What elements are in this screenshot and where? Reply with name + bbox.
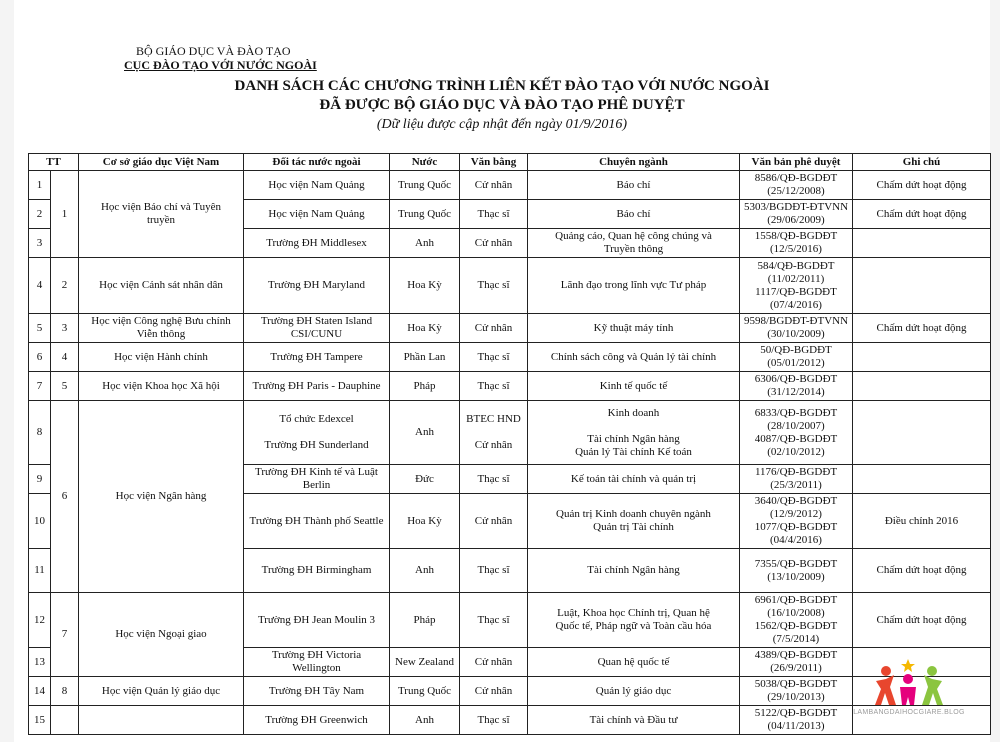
country-cell: Anh — [390, 706, 460, 735]
country-cell: New Zealand — [390, 648, 460, 677]
header-institution: Cơ sở giáo dục Việt Nam — [79, 154, 244, 171]
major-cell: Quảng cáo, Quan hệ công chúng và Truyền thông — [528, 229, 740, 258]
watermark-logo-icon — [872, 657, 946, 709]
row-number: 1 — [29, 171, 51, 200]
header-note: Ghi chú — [853, 154, 991, 171]
partner-cell: Trường ĐH Maryland — [244, 258, 390, 314]
approval-cell: 5038/QĐ-BGDĐT (29/10/2013) — [740, 677, 853, 706]
approval-cell: 4389/QĐ-BGDĐT (26/9/2011) — [740, 648, 853, 677]
partner-cell: Trường ĐH Middlesex — [244, 229, 390, 258]
degree-cell: Cử nhân — [460, 314, 528, 343]
degree-cell: Cử nhân — [460, 229, 528, 258]
degree-cell: Thạc sĩ — [460, 549, 528, 593]
institution-name: Học viện Cảnh sát nhân dân — [79, 258, 244, 314]
major-cell: Tài chính và Đầu tư — [528, 706, 740, 735]
header-tt: TT — [29, 154, 79, 171]
department-name: CỤC ĐÀO TẠO VỚI NƯỚC NGOÀI — [124, 58, 317, 72]
major-cell: Quản trị Kinh doanh chuyên ngành Quản trị Tài chính — [528, 494, 740, 549]
major-cell: Quản lý giáo dục — [528, 677, 740, 706]
site-watermark — [850, 657, 968, 716]
row-number: 4 — [29, 258, 51, 314]
country-cell: Trung Quốc — [390, 677, 460, 706]
institution-name: Học viện Công nghệ Bưu chính Viễn thông — [79, 314, 244, 343]
programs-table — [28, 153, 991, 735]
country-cell: Trung Quốc — [390, 200, 460, 229]
institution-name: Học viện Khoa học Xã hội — [79, 372, 244, 401]
major-cell: Lãnh đạo trong lĩnh vực Tư pháp — [528, 258, 740, 314]
degree-cell: BTEC HND Cử nhân — [460, 401, 528, 465]
degree-cell: Thạc sĩ — [460, 200, 528, 229]
degree-cell: Cử nhân — [460, 494, 528, 549]
document-subtitle: (Dữ liệu được cập nhật đến ngày 01/9/2016) — [376, 117, 628, 132]
institution-name: Học viện Quản lý giáo dục — [79, 677, 244, 706]
document-title-line-1: DANH SÁCH CÁC CHƯƠNG TRÌNH LIÊN KẾT ĐÀO TẠO VỚI NƯỚC NGOÀI — [234, 78, 770, 94]
institution-name: Học viện Hành chính — [79, 343, 244, 372]
institution-name: Học viện Ngân hàng — [79, 401, 244, 593]
partner-cell: Trường ĐH Greenwich — [244, 706, 390, 735]
note-cell — [853, 401, 991, 465]
institution-number: 8 — [51, 677, 79, 706]
degree-cell: Cử nhân — [460, 648, 528, 677]
country-cell: Phần Lan — [390, 343, 460, 372]
country-cell: Hoa Kỳ — [390, 258, 460, 314]
major-cell: Kinh tế quốc tế — [528, 372, 740, 401]
degree-cell: Cử nhân — [460, 677, 528, 706]
approval-cell: 6306/QĐ-BGDĐT (31/12/2014) — [740, 372, 853, 401]
approval-cell: 8586/QĐ-BGDĐT (25/12/2008) — [740, 171, 853, 200]
partner-cell: Tổ chức Edexcel Trường ĐH Sunderland — [244, 401, 390, 465]
partner-cell: Trường ĐH Birmingham — [244, 549, 390, 593]
degree-cell: Cử nhân — [460, 171, 528, 200]
document-page — [14, 0, 990, 742]
institution-number: 6 — [51, 401, 79, 593]
approval-cell: 1176/QĐ-BGDĐT (25/3/2011) — [740, 465, 853, 494]
approval-cell: 3640/QĐ-BGDĐT (12/9/2012) 1077/QĐ-BGDĐT (04/4/2016) — [740, 494, 853, 549]
note-cell — [853, 229, 991, 258]
approval-cell: 1558/QĐ-BGDĐT (12/5/2016) — [740, 229, 853, 258]
row-number: 11 — [29, 549, 51, 593]
note-cell — [853, 258, 991, 314]
header-degree: Văn bằng — [460, 154, 528, 171]
note-cell: Điều chỉnh 2016 — [853, 494, 991, 549]
institution-number: 3 — [51, 314, 79, 343]
row-number: 14 — [29, 677, 51, 706]
approval-cell: 584/QĐ-BGDĐT (11/02/2011) 1117/QĐ-BGDĐT (07/4/2016) — [740, 258, 853, 314]
document-title-line-2: ĐÃ ĐƯỢC BỘ GIÁO DỤC VÀ ĐÀO TẠO PHÊ DUYỆT — [319, 97, 685, 113]
table-row — [29, 706, 991, 735]
row-number: 15 — [29, 706, 51, 735]
issuing-organization — [124, 44, 317, 72]
header-approval: Văn bản phê duyệt — [740, 154, 853, 171]
table-row — [29, 372, 991, 401]
major-cell: Chính sách công và Quản lý tài chính — [528, 343, 740, 372]
partner-cell: Trường ĐH Paris - Dauphine — [244, 372, 390, 401]
note-cell: Chấm dứt hoạt động — [853, 549, 991, 593]
table-row — [29, 171, 991, 200]
table-row — [29, 677, 991, 706]
approval-cell: 6961/QĐ-BGDĐT (16/10/2008) 1562/QĐ-BGDĐT (7/5/2014) — [740, 593, 853, 648]
note-cell: Chấm dứt hoạt động — [853, 314, 991, 343]
major-cell: Báo chí — [528, 200, 740, 229]
partner-cell: Học viện Nam Quảng — [244, 171, 390, 200]
row-number: 2 — [29, 200, 51, 229]
country-cell: Anh — [390, 549, 460, 593]
institution-number: 2 — [51, 258, 79, 314]
table-body — [29, 171, 991, 735]
country-cell: Anh — [390, 229, 460, 258]
degree-cell: Thạc sĩ — [460, 593, 528, 648]
approval-cell: 5122/QĐ-BGDĐT (04/11/2013) — [740, 706, 853, 735]
partner-cell: Trường ĐH Jean Moulin 3 — [244, 593, 390, 648]
header-country: Nước — [390, 154, 460, 171]
watermark-text: LAMBANGDAIHOCGIARE.BLOG — [853, 709, 965, 716]
partner-cell: Trường ĐH Tây Nam — [244, 677, 390, 706]
major-cell: Kỹ thuật máy tính — [528, 314, 740, 343]
institution-number: 4 — [51, 343, 79, 372]
note-cell: Chấm dứt hoạt động — [853, 593, 991, 648]
table-row — [29, 401, 991, 465]
major-cell: Kinh doanh Tài chính Ngân hàng Quản lý Tài chính Kế toán — [528, 401, 740, 465]
note-cell — [853, 465, 991, 494]
note-cell — [853, 372, 991, 401]
institution-number: 1 — [51, 171, 79, 258]
partner-cell: Trường ĐH Victoria Wellington — [244, 648, 390, 677]
approval-cell: 9598/BGDĐT-ĐTVNN (30/10/2009) — [740, 314, 853, 343]
institution-name — [79, 706, 244, 735]
approval-cell: 50/QĐ-BGDĐT (05/01/2012) — [740, 343, 853, 372]
partner-cell: Trường ĐH Staten Island CSI/CUNU — [244, 314, 390, 343]
major-cell: Luật, Khoa học Chính trị, Quan hệ Quốc tế, Pháp ngữ và Toàn cầu hóa — [528, 593, 740, 648]
major-cell: Tài chính Ngân hàng — [528, 549, 740, 593]
institution-number — [51, 706, 79, 735]
row-number: 5 — [29, 314, 51, 343]
major-cell: Quan hệ quốc tế — [528, 648, 740, 677]
approval-cell: 6833/QĐ-BGDĐT (28/10/2007) 4087/QĐ-BGDĐT (02/10/2012) — [740, 401, 853, 465]
partner-cell: Trường ĐH Tampere — [244, 343, 390, 372]
header-major: Chuyên ngành — [528, 154, 740, 171]
degree-cell: Thạc sĩ — [460, 465, 528, 494]
country-cell: Hoa Kỳ — [390, 314, 460, 343]
institution-name: Học viện Báo chí và Tuyên truyền — [79, 171, 244, 258]
row-number: 10 — [29, 494, 51, 549]
header-partner: Đối tác nước ngoài — [244, 154, 390, 171]
country-cell: Đức — [390, 465, 460, 494]
degree-cell: Thạc sĩ — [460, 706, 528, 735]
row-number: 7 — [29, 372, 51, 401]
row-number: 12 — [29, 593, 51, 648]
degree-cell: Thạc sĩ — [460, 343, 528, 372]
table-header-row — [29, 154, 991, 171]
country-cell: Anh — [390, 401, 460, 465]
major-cell: Báo chí — [528, 171, 740, 200]
ministry-name: BỘ GIÁO DỤC VÀ ĐÀO TẠO — [136, 44, 291, 58]
approval-cell: 7355/QĐ-BGDĐT (13/10/2009) — [740, 549, 853, 593]
partner-cell: Học viện Nam Quảng — [244, 200, 390, 229]
row-number: 8 — [29, 401, 51, 465]
row-number: 6 — [29, 343, 51, 372]
country-cell: Pháp — [390, 593, 460, 648]
table-row — [29, 258, 991, 314]
note-cell: Chấm dứt hoạt động — [853, 200, 991, 229]
row-number: 9 — [29, 465, 51, 494]
degree-cell: Thạc sĩ — [460, 258, 528, 314]
partner-cell: Trường ĐH Thành phố Seattle — [244, 494, 390, 549]
table-row — [29, 314, 991, 343]
row-number: 13 — [29, 648, 51, 677]
partner-cell: Trường ĐH Kinh tế và Luật Berlin — [244, 465, 390, 494]
row-number: 3 — [29, 229, 51, 258]
major-cell: Kế toán tài chính và quản trị — [528, 465, 740, 494]
degree-cell: Thạc sĩ — [460, 372, 528, 401]
institution-name: Học viện Ngoại giao — [79, 593, 244, 677]
note-cell — [853, 343, 991, 372]
table-row — [29, 343, 991, 372]
institution-number: 7 — [51, 593, 79, 677]
country-cell: Trung Quốc — [390, 171, 460, 200]
table-row — [29, 593, 991, 648]
approval-cell: 5303/BGDĐT-ĐTVNN (29/06/2009) — [740, 200, 853, 229]
country-cell: Hoa Kỳ — [390, 494, 460, 549]
institution-number: 5 — [51, 372, 79, 401]
country-cell: Pháp — [390, 372, 460, 401]
note-cell: Chấm dứt hoạt động — [853, 171, 991, 200]
